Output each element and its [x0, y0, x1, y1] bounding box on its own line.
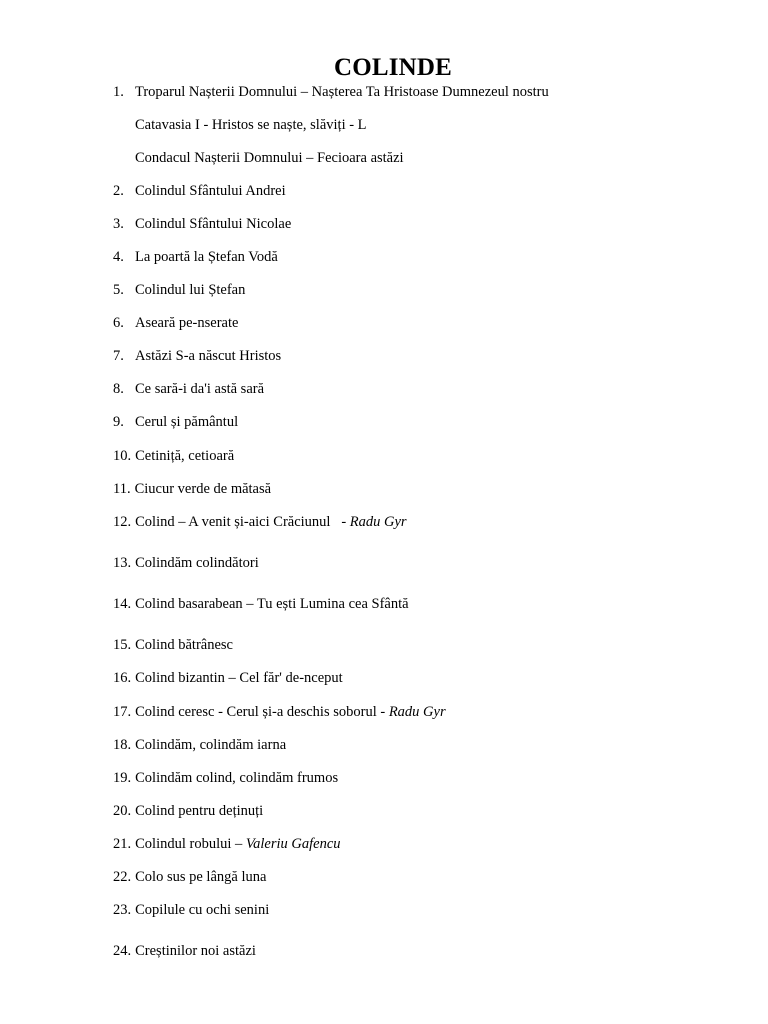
list-item-text: Colind bizantin – Cel făr' de-nceput — [135, 670, 343, 686]
list-item-18 — [113, 736, 286, 754]
list-item-17 — [113, 703, 446, 721]
list-item-text: Troparul Nașterii Domnului – Nașterea Ta Hristoase Dumnezeul nostru — [135, 84, 549, 100]
list-item-13 — [113, 554, 259, 572]
list-item-text: Ce sară-i da'i astă sară — [135, 381, 265, 397]
list-item-number: 24. — [113, 943, 132, 959]
list-item-text: Colind – A venit și-aici Crăciunul - — [135, 514, 350, 530]
list-item-author: Radu Gyr — [349, 514, 407, 530]
list-item-number: 2. — [113, 183, 124, 199]
list-item-number: 21. — [113, 836, 132, 852]
list-item-20 — [113, 802, 263, 820]
list-item-14 — [113, 595, 409, 613]
list-item-text: Condacul Nașterii Domnului – Fecioara astăzi — [135, 150, 404, 166]
list-item-text: Colindul Sfântului Nicolae — [135, 216, 292, 232]
list-item-text: Colind ceresc - Cerul și-a deschis soborul - — [135, 704, 389, 720]
list-item-text: Colindul robului – — [135, 836, 246, 852]
list-item-number: 4. — [113, 249, 124, 265]
list-item-number: 7. — [113, 348, 124, 364]
list-item-number: 20. — [113, 803, 132, 819]
list-item-text: Colo sus pe lângă luna — [135, 869, 267, 885]
list-item-number: 10. — [113, 448, 132, 464]
list-item-text: Colind basarabean – Tu ești Lumina cea Sfântă — [135, 596, 409, 612]
list-item-24 — [113, 942, 256, 960]
list-item-10 — [113, 447, 234, 465]
list-item-number: 12. — [113, 514, 132, 530]
list-item-text: Ciucur verde de mătasă — [134, 481, 272, 497]
list-item-text: Colindăm, colindăm iarna — [135, 737, 287, 753]
list-item-author: Valeriu Gafencu — [245, 836, 341, 852]
list-item-number: 19. — [113, 770, 132, 786]
list-item-5 — [113, 281, 245, 299]
list-item-number: 13. — [113, 555, 132, 571]
list-item-text: Colind bătrânesc — [135, 637, 233, 653]
list-item-author: Radu Gyr — [388, 704, 446, 720]
list-item-23 — [113, 901, 269, 919]
list-item-text: La poartă la Ștefan Vodă — [135, 249, 278, 265]
list-item-number: 9. — [113, 414, 124, 430]
list-subitem-condac — [135, 149, 404, 167]
list-item-number: 11. — [113, 481, 131, 497]
list-item-text: Astăzi S-a născut Hristos — [135, 348, 282, 364]
list-item-9 — [113, 413, 238, 431]
list-item-text: Cetiniță, cetioară — [135, 448, 235, 464]
list-item-2 — [113, 182, 286, 200]
list-item-number: 22. — [113, 869, 132, 885]
list-item-7 — [113, 347, 281, 365]
list-subitem-catavasia — [135, 116, 367, 134]
list-item-text: Aseară pe-nserate — [135, 315, 239, 331]
list-item-1 — [113, 83, 549, 101]
list-item-text: Catavasia I - Hristos se naște, slăviți - L — [135, 117, 367, 133]
list-item-number: 16. — [113, 670, 132, 686]
list-item-21 — [113, 835, 341, 853]
page-title: COLINDE — [333, 54, 453, 81]
list-item-11 — [113, 480, 271, 498]
list-item-6 — [113, 314, 238, 332]
list-item-number: 6. — [113, 315, 124, 331]
list-item-number: 5. — [113, 282, 124, 298]
list-item-number: 23. — [113, 902, 132, 918]
list-item-number: 8. — [113, 381, 124, 397]
list-item-22 — [113, 868, 266, 886]
list-item-8 — [113, 380, 264, 398]
list-item-text: Colind pentru deținuți — [135, 803, 264, 819]
list-item-number: 15. — [113, 637, 132, 653]
list-item-15 — [113, 636, 233, 654]
list-item-4 — [113, 248, 278, 266]
list-item-number: 3. — [113, 216, 124, 232]
list-item-12 — [113, 513, 407, 531]
list-item-16 — [113, 669, 343, 687]
list-item-number: 17. — [113, 704, 132, 720]
list-item-number: 1. — [113, 84, 124, 100]
list-item-text: Cerul și pământul — [135, 414, 239, 430]
list-item-text: Colindul lui Ștefan — [135, 282, 246, 298]
list-item-19 — [113, 769, 338, 787]
list-item-number: 14. — [113, 596, 132, 612]
list-item-number: 18. — [113, 737, 132, 753]
list-item-text: Colindăm colindători — [135, 555, 259, 571]
list-item-text: Colindăm colind, colindăm frumos — [135, 770, 339, 786]
list-item-text: Copilule cu ochi senini — [135, 902, 270, 918]
list-item-3 — [113, 215, 291, 233]
list-item-text: Creștinilor noi astăzi — [135, 943, 256, 959]
list-item-text: Colindul Sfântului Andrei — [135, 183, 286, 199]
